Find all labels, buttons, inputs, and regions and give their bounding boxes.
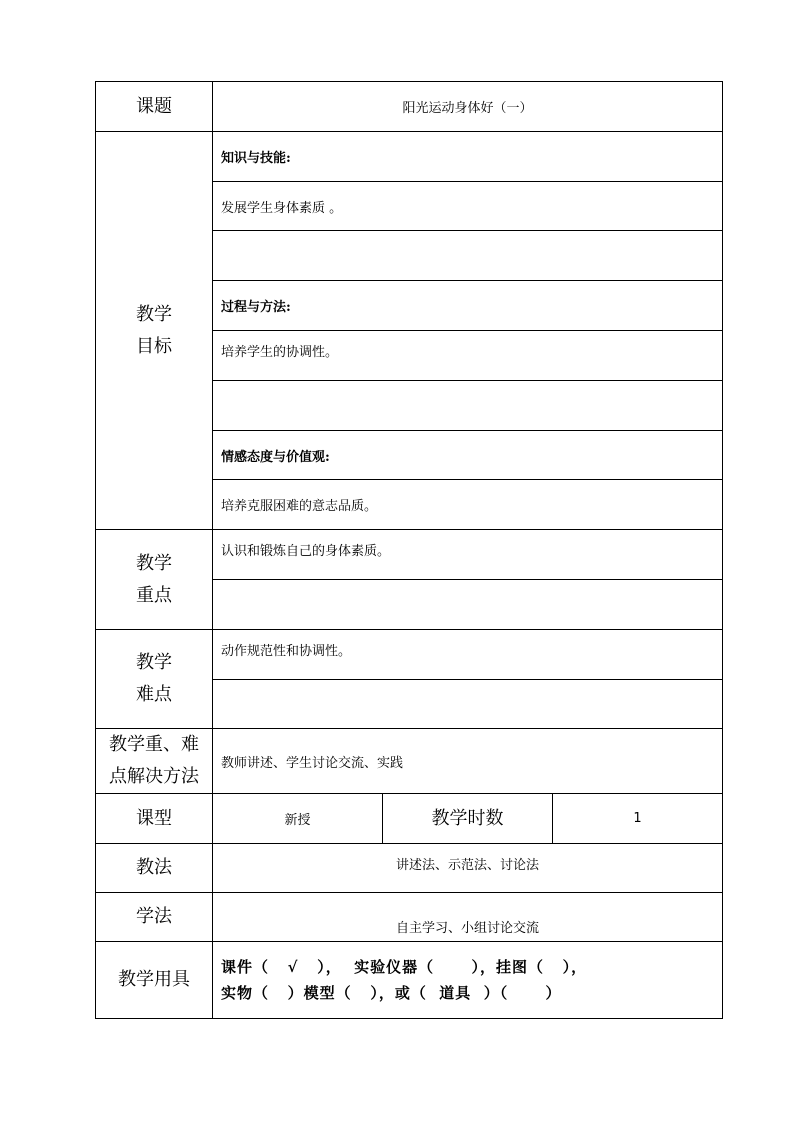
- objectives-label: [96, 132, 213, 530]
- key-points-blank-row: [213, 580, 723, 630]
- solution-label: [96, 729, 213, 794]
- difficulties-blank-row: [213, 680, 723, 729]
- key-points-text: 认识和锻炼自己的身体素质。: [213, 530, 723, 580]
- solution-label-line1: 教学重、难: [109, 734, 199, 755]
- knowledge-blank-row: [213, 231, 723, 281]
- objectives-label-line1: 教学: [136, 303, 172, 325]
- hours-label: 教学时数: [383, 794, 553, 844]
- solution-text: 教师讲述、学生讨论交流、实践: [213, 729, 723, 794]
- lesson-title-value: 阳光运动身体好（一）: [213, 82, 723, 132]
- hours-value: 1: [553, 794, 723, 844]
- teaching-method-value: 讲述法、示范法、讨论法: [213, 844, 723, 893]
- emotion-heading: 情感态度与价值观:: [213, 431, 723, 480]
- tools-text: [213, 942, 723, 1019]
- lesson-type-value: 新授: [213, 794, 383, 844]
- teaching-method-label: 教法: [96, 844, 213, 893]
- tools-line1: 课件（ √ ）， 实验仪器（ ），挂图（ ），: [221, 958, 588, 976]
- key-points-label-line1: 教学: [136, 552, 172, 574]
- process-blank-row: [213, 381, 723, 431]
- key-points-label: [96, 530, 213, 630]
- tools-label: 教学用具: [96, 942, 213, 1019]
- key-points-label-line2: 重点: [136, 584, 172, 606]
- solution-label-line2: 点解决方法: [109, 766, 199, 787]
- difficulties-label-line1: 教学: [136, 652, 172, 673]
- difficulties-text: 动作规范性和协调性。: [213, 630, 723, 680]
- emotion-text: 培养克服困难的意志品质。: [213, 480, 723, 530]
- lesson-plan-table: [95, 81, 723, 1019]
- learning-method-label: 学法: [96, 893, 213, 942]
- lesson-title-label: 课题: [96, 82, 213, 132]
- knowledge-text: 发展学生身体素质 。: [213, 182, 723, 231]
- lesson-type-label: 课型: [96, 794, 213, 844]
- difficulties-label: [96, 630, 213, 729]
- learning-method-value: 自主学习、小组讨论交流: [213, 893, 723, 942]
- knowledge-heading: 知识与技能:: [213, 132, 723, 182]
- difficulties-label-line2: 难点: [136, 684, 172, 705]
- process-text: 培养学生的协调性。: [213, 331, 723, 381]
- process-heading: 过程与方法:: [213, 281, 723, 331]
- tools-line2: 实物（ ）模型（ ），或（ 道具 ）（ ）: [221, 984, 562, 1002]
- objectives-label-line2: 目标: [136, 335, 172, 357]
